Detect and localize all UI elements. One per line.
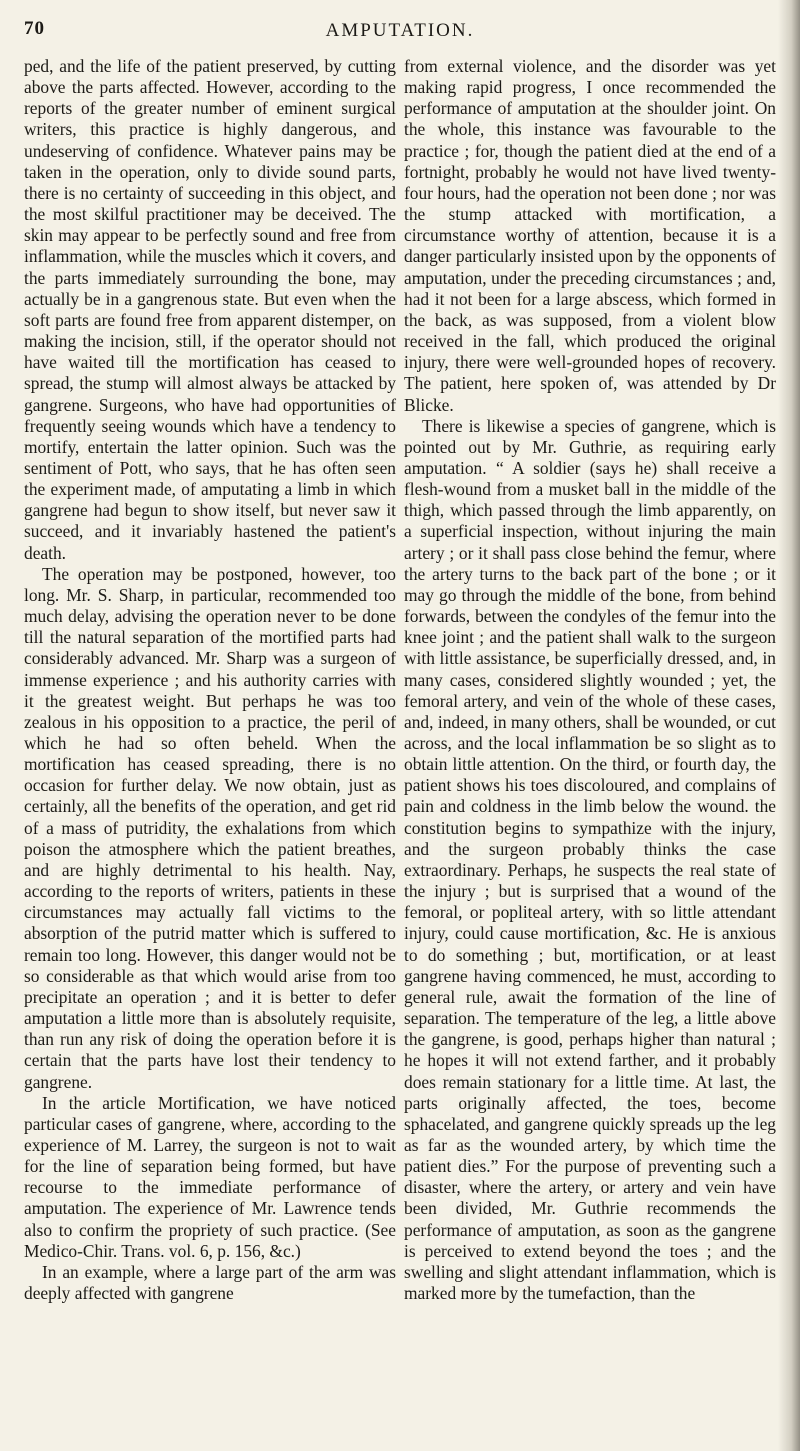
- paragraph: In the article Mortification, we have noticed particular cases of gangrene, where, according to the experience of M. Larrey, the surgeon is not to wait for the line of separation being formed, but have recourse to the immediate performance of amputation. The experience of Mr. Lawrence tends also to confirm the propriety of such practice. (See Medico-Chir. Trans. vol. 6, p. 156, &c.): [24, 1092, 396, 1261]
- paragraph: The operation may be postponed, however, too long. Mr. S. Sharp, in particular, recommended too much delay, advising the operation never to be done till the natural separation of the mortified parts had considerably advanced. Mr. Sharp was a surgeon of immense experience ; and his authority carries with it the greatest weight. But perhaps he was too zealous in his opposition to a practice, the peril of which he had so often beheld. When the mortification has ceased spreading, there is no occasion for further delay. We now obtain, just as certainly, all the benefits of the operation, and get rid of a mass of putridity, the exhalations from which poison the atmosphere which the patient breathes, and are highly detrimental to his health. Nay, according to the reports of writers, patients in these circumstances may actually fall victims to the absorption of the putrid matter which is suffered to remain too long. However, this danger would not be so considerable as that which would arise from too precipitate an operation ; and it is better to defer amputation a little more than is absolutely requisite, than run any risk of doing the operation before it is certain that the parts have lost their tendency to gangrene.: [24, 563, 396, 1092]
- paragraph: ped, and the life of the patient preserved, by cutting above the parts affected. However, according to the reports of the greater number of eminent surgical writers, this practice is highly dangerous, and undeserving of confidence. Whatever pains may be taken in the operation, only to divide sound parts, there is no certainty of succeeding in this object, and the most skilful practitioner may be deceived. The skin may appear to be perfectly sound and free from inflammation, while the muscles which it covers, and the parts immediately surrounding the bone, may actually be in a gangrenous state. But even when the soft parts are found free from apparent distemper, on making the incision, still, if the operator should not have waited till the mortification has ceased to spread, the stump will almost always be attacked by gangrene. Surgeons, who have had opportunities of frequently seeing wounds which have a tendency to mortify, entertain the latter opinion. Such was the sentiment of Pott, who says, that he has often seen the experiment made, of amputating a limb in which gangrene had begun to show itself, but never saw it succeed, and it invariably hastened the patient's death.: [24, 56, 396, 563]
- right-column: [404, 56, 776, 1304]
- page-header: [0, 6, 800, 46]
- left-column: [24, 56, 396, 1304]
- page-edge-shadow: [778, 0, 800, 1451]
- paragraph: There is likewise a species of gangrene, which is pointed out by Mr. Guthrie, as requiring early amputation. “ A soldier (says he) shall receive a flesh-wound from a musket ball in the middle of the thigh, which passed through the limb apparently, on a superficial inspection, without injuring the main artery ; or it shall pass close behind the femur, where the artery turns to the back part of the bone ; or it may go through the middle of the bone, from behind forwards, between the condyles of the femur into the knee joint ; and the patient shall walk to the surgeon with little assistance, be superficially dressed, and, in many cases, considered slightly wounded ; yet, the femoral artery, and vein of the whole of these cases, and, indeed, in many others, shall be wounded, or cut across, and the local inflammation be so slight as to obtain little attention. On the third, or fourth day, the patient shows his toes discoloured, and complains of pain and coldness in the limb below the wound. the constitution begins to sympathize with the injury, and the surgeon probably thinks the case extraordinary. Perhaps, he suspects the real state of the injury ; but is surprised that a wound of the femoral, or popliteal artery, with so little attendant injury, could cause mortification, &c. He is anxious to do something ; but, mortification, or at least gangrene having commenced, he must, according to general rule, await the formation of the line of separation. The temperature of the leg, a little above the gangrene, is good, perhaps higher than natural ; he hopes it will not extend farther, and it probably does remain stationary for a little time. At last, the parts originally affected, the toes, become sphacelated, and gangrene quickly spreads up the leg as far as the wounded artery, by which time the patient dies.” For the purpose of preventing such a disaster, where the artery, or artery and vein have been divided, Mr. Guthrie recommends the performance of amputation, as soon as the gangrene is perceived to extend beyond the toes ; and the swelling and slight attendant inflammation, which is marked more by the tumefaction, than the: [404, 415, 776, 1304]
- running-head: AMPUTATION.: [325, 20, 475, 41]
- paragraph: In an example, where a large part of the arm was deeply affected with gangrene: [24, 1261, 396, 1304]
- paragraph: from external violence, and the disorder was yet making rapid progress, I once recommended the performance of amputation at the shoulder joint. On the whole, this instance was favourable to the practice ; for, though the patient died at the end of a fortnight, probably he would not have lived twenty-four hours, had the operation not been done ; nor was the stump attacked with mortification, a circumstance worthy of attention, because it is a danger particularly insisted upon by the opponents of amputation, under the preceding circumstances ; and, had it not been for a large abscess, which formed in the back, as was supposed, from a violent blow received in the fall, which produced the original injury, there were well-grounded hopes of recovery. The patient, here spoken of, was attended by Dr Blicke.: [404, 56, 776, 415]
- page-number: 70: [24, 18, 45, 39]
